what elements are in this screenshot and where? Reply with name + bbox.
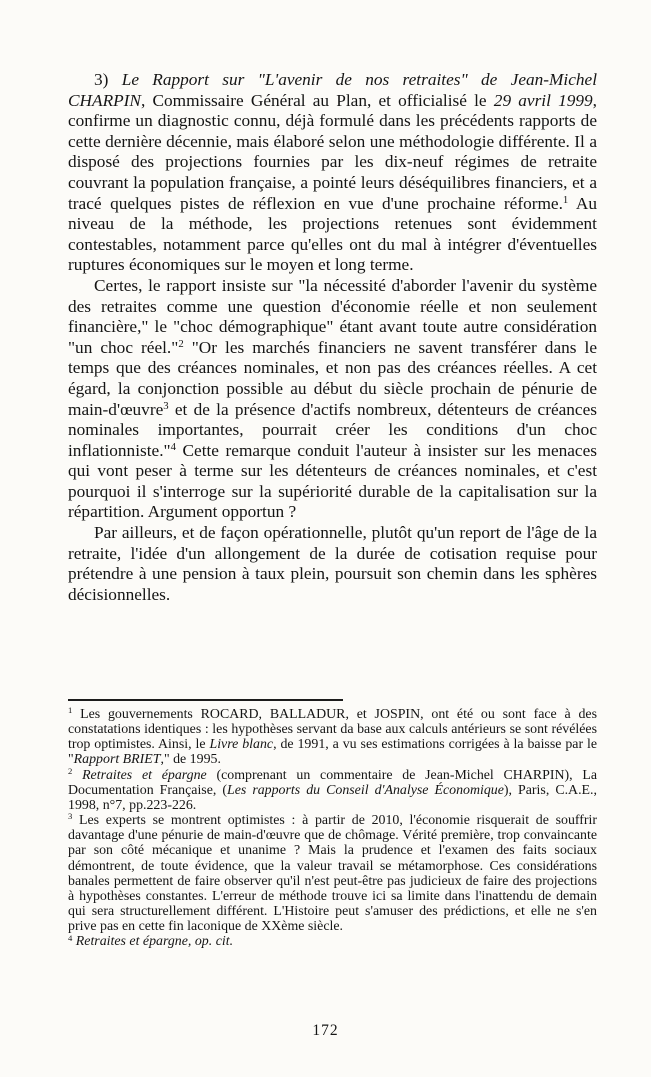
paragraph-1: 3) Le Rapport sur "L'avenir de nos retraites" de Jean-Michel CHARPIN, Commissaire Général au Plan, et officialisé le 29 avril 1999, confirme un diagnostic connu, déjà formulé dans les précédents rapports de cette dernière décennie, mais élaboré selon une méthodologie différente. Il a disposé des projections fournies par les dix-neuf régimes de retraite couvrant la population française, a pointé leurs déséquilibres financiers, et a tracé quelques pistes de réflexion en vue d'une prochaine réforme.$^1$ Au niveau de la méthode, les projections retenues sont évidemment contestables, notamment parce qu'elles ont du mal à intégrer d'éventuelles ruptures économiques sur le moyen et long terme. <box>68 70 598 275</box>
page-number: 172 <box>312 1022 339 1039</box>
footnote-separator-rule <box>68 699 343 701</box>
footnote-1: $^1$ Les gouvernements ROCARD, BALLADUR, et JOSPIN, ont été ou sont face à des constatations identiques : les hypothèses servant da base aux calculs antérieurs se sont révélées trop optimistes. Ainsi, le Livre blanc, de 1991, a vu ses estimations corrigées à la baisse par le "Rapport BRIET," de 1995. <box>68 705 598 768</box>
footnotes-section <box>68 707 597 950</box>
footnote-4: $^4$ Retraites et épargne, op. cit. <box>68 932 234 950</box>
body-text <box>68 70 597 605</box>
paragraph-3: Par ailleurs, et de façon opérationnelle, plutôt qu'un report de l'âge de la retraite, l'idée d'un allongement de la durée de cotisation requise pour prétendre à une pension à taux plein, poursuit son chemin dans les sphères décisionnelles. <box>68 523 597 604</box>
paragraph-2: Certes, le rapport insiste sur "la nécessité d'aborder l'avenir du système des retraites comme une question d'économie réelle et non seulement financière," le "choc démographique" étant avant toute autre considération "un choc réel."$^2$ "Or les marchés financiers ne savent transférer dans le temps que des créances nominales, et non pas des créances réelles. A cet égard, la conjonction possible au début du siècle prochain de pénurie de main-d'œuvre$^3$ et de la présence d'actifs nombreux, détenteurs de créances nominales importantes, pourrait créer les conditions d'un choc inflationniste."$^4$ Cette remarque conduit l'auteur à insister sur les menaces qui vont peser à terme sur les détenteurs de créances nominales, et c'est pourquoi il s'interroge sur la supériorité durable de la capitalisation sur la répartition. Argument opportun ? <box>68 275 597 522</box>
footnote-3: $^3$ Les experts se montrent optimistes : à partir de 2010, l'économie risquerait de souffrir davantage d'une pénurie de main-d'œuvre que de chômage. Vérité première, trop convaincante par son côté mécanique et unanime ? Mais la prudence et l'examen des faits sociaux démontrent, de toute évidence, que la valeur travail se métamorphose. Ces considérations banales permettent de faire observer qu'il n'est peut-être pas judicieux de faire des projections à hypothèses constantes. L'erreur de méthode trouve ici sa limite dans l'inattendu de demain qui sera structurellement différent. L'Histoire peut s'amuser des prédictions, et elle ne s'en prive pas en cette fin laconique de XXème siècle. <box>68 811 597 935</box>
footnote-2: $^2$ Retraites et épargne (comprenant un commentaire de Jean-Michel CHARPIN), La Documentation Française, (Les rapports du Conseil d'Analyse Économique), Paris, C.A.E., 1998, n°7, pp.223-226. <box>68 765 597 813</box>
